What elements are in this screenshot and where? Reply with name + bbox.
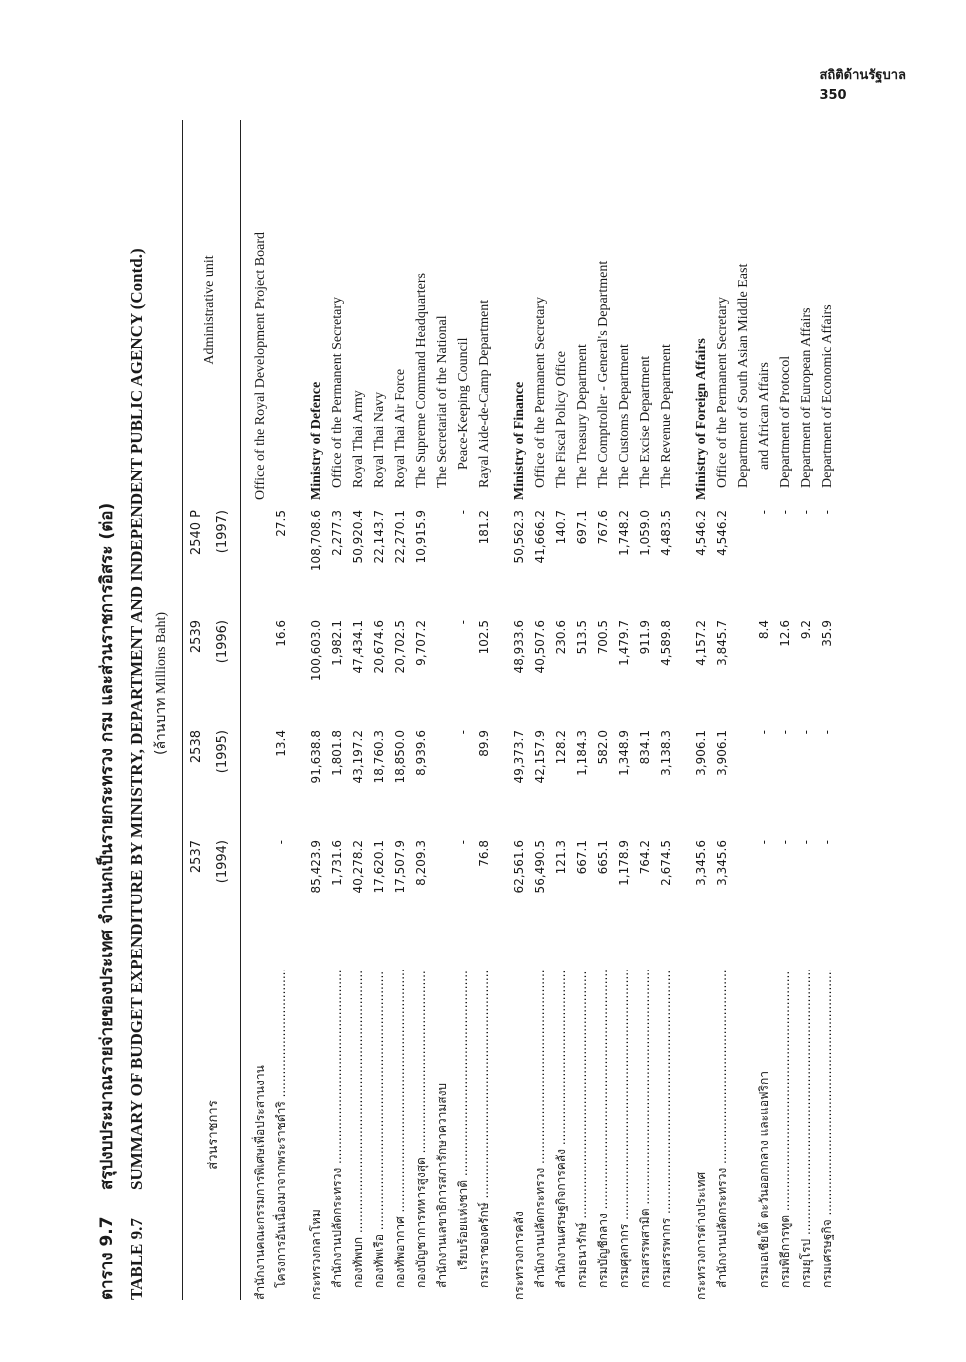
value-cell: 62,561.6 (512, 840, 526, 894)
thai-unit-name: กระทรวงกลาโหม (309, 1209, 323, 1300)
thai-unit-name: กองบัญชาการทหารสูงสุด ..... (411, 970, 432, 1300)
thai-unit-name: สำนักงานคณะกรรมการพิเศษเพื่อประสานงาน (253, 1065, 267, 1300)
value-cell: - (778, 840, 792, 845)
thai-unit-name: กรมพิธีการทูต ..... (775, 970, 796, 1300)
table-row (691, 120, 712, 1300)
value-cell: 18,850.0 (393, 730, 407, 784)
year-ce: (1996) (215, 620, 230, 664)
value-cell: 3,345.6 (715, 840, 729, 886)
value-cell: 1,748.2 (617, 510, 631, 556)
value-cell: - (274, 840, 288, 845)
value-cell: 76.8 (477, 840, 491, 867)
table-row (411, 120, 432, 1300)
value-cell: 35.9 (820, 620, 834, 647)
value-cell: 49,373.7 (512, 730, 526, 784)
value-cell: 16.6 (274, 620, 288, 647)
value-cell: - (799, 840, 813, 845)
table-row (271, 120, 292, 1300)
value-cell: 50,562.3 (512, 510, 526, 564)
english-unit-name: and African Affairs (757, 362, 772, 470)
value-cell: 41,666.2 (533, 510, 547, 564)
value-cell: 4,546.2 (694, 510, 708, 556)
value-cell: 91,638.8 (309, 730, 323, 784)
value-cell: 1,059.0 (638, 510, 652, 556)
value-cell: 181.2 (477, 510, 491, 545)
value-cell: - (456, 730, 470, 735)
thai-unit-name: กระทรวงการคลัง (512, 1211, 526, 1300)
year-be: 2540 P (189, 510, 204, 556)
english-unit-name: Ministry of Defence (309, 381, 324, 500)
table-row (306, 120, 327, 1300)
unit-note-english: Millions Baht) (154, 611, 169, 695)
caption-thai (92, 120, 122, 1300)
table-row (712, 120, 733, 1300)
value-cell: 1,479.7 (617, 620, 631, 666)
value-cell: 1,801.8 (330, 730, 344, 776)
value-cell: 3,845.7 (715, 620, 729, 666)
english-unit-name: The Comptroller - General's Department (596, 260, 611, 488)
value-cell: 40,278.2 (351, 840, 365, 894)
value-cell: - (456, 840, 470, 845)
english-unit-name: The Customs Department (617, 344, 632, 488)
value-cell: - (757, 510, 771, 515)
value-cell: 128.2 (554, 730, 568, 765)
value-cell: 230.6 (554, 620, 568, 655)
value-cell: - (820, 730, 834, 735)
thai-unit-name: กรมยุโรป ..... (796, 970, 817, 1300)
english-unit-name: Rayal Aide-de-Camp Department (477, 299, 492, 488)
value-cell: 2,277.3 (330, 510, 344, 556)
thai-unit-name: โครงการอันเนื่องมาจากพระราชดำริ ..... (271, 970, 292, 1300)
value-cell: - (456, 510, 470, 515)
value-cell: 697.1 (575, 510, 589, 545)
table-row (348, 120, 369, 1300)
value-cell: - (820, 840, 834, 845)
value-cell: 9.2 (799, 620, 813, 640)
header-bottom-rule (240, 120, 241, 1300)
value-cell: 582.0 (596, 730, 610, 765)
value-cell: 767.6 (596, 510, 610, 545)
table-body (250, 120, 838, 1300)
value-cell: 1,982.1 (330, 620, 344, 666)
value-cell: - (799, 730, 813, 735)
value-cell: 102.5 (477, 620, 491, 655)
table-row (509, 120, 530, 1300)
table-row (551, 120, 572, 1300)
year-ce: (1997) (215, 510, 230, 554)
row-spacer (677, 120, 691, 1300)
english-unit-name: Office of the Royal Development Project Board (253, 232, 268, 500)
table-row (390, 120, 411, 1300)
value-cell: 47,434.1 (351, 620, 365, 674)
thai-unit-name: กองทัพบก ..... (348, 970, 369, 1300)
value-cell: 20,674.6 (372, 620, 386, 674)
value-cell: 43,197.2 (351, 730, 365, 784)
english-unit-name: Department of European Affairs (799, 307, 814, 488)
table-row (530, 120, 551, 1300)
thai-unit-name: กรมสรรพากร ..... (656, 970, 677, 1300)
value-cell: 3,906.1 (694, 730, 708, 776)
caption-english-label: TABLE 9.7 (127, 1218, 146, 1300)
english-unit-name: The Revenue Department (659, 344, 674, 488)
table-row (614, 120, 635, 1300)
value-cell: 48,933.6 (512, 620, 526, 674)
english-unit-name: Royal Thai Navy (372, 391, 387, 488)
english-unit-name: Department of South Asian Middle East (736, 263, 751, 488)
thai-unit-name: กรมราชองครักษ์ ..... (474, 970, 495, 1300)
table-row (817, 120, 838, 1300)
value-cell: 1,731.6 (330, 840, 344, 886)
value-cell: 764.2 (638, 840, 652, 875)
value-cell: 89.9 (477, 730, 491, 757)
english-unit-name: Office of the Permanent Secretary (533, 297, 548, 488)
english-unit-name: Department of Protocol (778, 355, 793, 488)
thai-unit-name: สำนักงานปลัดกระทรวง ..... (712, 970, 733, 1300)
value-cell: 8.4 (757, 620, 771, 640)
thai-unit-name: สำนักงานปลัดกระทรวง ..... (530, 970, 551, 1300)
value-cell: 3,138.3 (659, 730, 673, 776)
table-row (453, 120, 474, 1300)
value-cell: 140.7 (554, 510, 568, 545)
value-cell: 4,546.2 (715, 510, 729, 556)
table-row (775, 120, 796, 1300)
value-cell: - (799, 510, 813, 515)
thai-unit-name: กรมธนารักษ์ ..... (572, 970, 593, 1300)
year-ce: (1994) (215, 840, 230, 884)
english-unit-name: Peace-Keeping Council (456, 337, 471, 470)
unit-note (150, 612, 172, 755)
value-cell: - (757, 840, 771, 845)
value-cell: 56,490.5 (533, 840, 547, 894)
value-cell: 40,507.6 (533, 620, 547, 674)
thai-unit-name: กองทัพเรือ ..... (369, 970, 390, 1300)
value-cell: - (820, 510, 834, 515)
thai-unit-name: กรมสรรพสามิต ..... (635, 970, 656, 1300)
value-cell: 8,209.3 (414, 840, 428, 886)
page-header (819, 66, 906, 106)
header-title: สถิติด้านรัฐบาล (819, 68, 906, 83)
year-be: 2539 (189, 620, 204, 654)
value-cell: 50,920.4 (351, 510, 365, 564)
column-header-year-1 (184, 840, 236, 940)
value-cell: 1,348.9 (617, 730, 631, 776)
value-cell: 100,603.0 (309, 620, 323, 682)
thai-unit-name: กรมเอเชียใต้ ตะวันออกกลาง และแอฟริกา (757, 1071, 771, 1288)
value-cell: 20,702.5 (393, 620, 407, 674)
value-cell: 13.4 (274, 730, 288, 757)
year-ce: (1995) (215, 730, 230, 774)
value-cell: 700.5 (596, 620, 610, 655)
thai-unit-name: กรมเศรษฐกิจ ..... (817, 970, 838, 1300)
value-cell: 12.6 (778, 620, 792, 647)
value-cell: 22,270.1 (393, 510, 407, 564)
column-header-thai-unit: ส่วนราชการ (206, 1100, 221, 1170)
value-cell: 1,184.3 (575, 730, 589, 776)
english-unit-name: The Excise Department (638, 355, 653, 488)
year-be: 2538 (189, 730, 204, 764)
english-unit-name: The Treasury Department (575, 344, 590, 488)
column-header-year-4 (184, 510, 236, 610)
value-cell: 665.1 (596, 840, 610, 875)
value-cell: 108,708.6 (309, 510, 323, 572)
table-row (733, 120, 754, 1300)
table-row (572, 120, 593, 1300)
unit-note-thai: (ล้านบาท (153, 697, 169, 755)
row-spacer (495, 120, 509, 1300)
row-spacer (292, 120, 306, 1300)
value-cell: - (778, 730, 792, 735)
value-cell: 1,178.9 (617, 840, 631, 886)
year-be: 2537 (189, 840, 204, 874)
column-header-english-unit: Administrative unit (202, 255, 217, 365)
english-unit-name: Office of the Permanent Secretary (330, 297, 345, 488)
table-row (656, 120, 677, 1300)
value-cell: 2,674.5 (659, 840, 673, 886)
table-caption (92, 120, 152, 1300)
table-row (754, 120, 775, 1300)
caption-english-title: SUMMARY OF BUDGET EXPENDITURE BY MINISTRY, DEPARTMENT AND INDEPENDENT PUBLIC AGENCY (Contd.) (127, 248, 146, 1190)
value-cell: 3,345.6 (694, 840, 708, 886)
value-cell: 3,906.1 (715, 730, 729, 776)
thai-unit-name: กรมบัญชีกลาง ..... (593, 970, 614, 1300)
value-cell: 513.5 (575, 620, 589, 655)
english-unit-name: The Secretariat of the National (435, 315, 450, 488)
english-unit-name: Ministry of Finance (512, 381, 527, 500)
thai-unit-name: สำนักงานเลขาธิการสภารักษาความสงบ (435, 1082, 449, 1288)
value-cell: 4,483.5 (659, 510, 673, 556)
value-cell: 22,143.7 (372, 510, 386, 564)
thai-unit-name: กระทรวงการต่างประเทศ (694, 1171, 708, 1300)
thai-unit-name: สำนักงานปลัดกระทรวง ..... (327, 970, 348, 1300)
caption-thai-label: ตาราง 9.7 (97, 1216, 117, 1300)
caption-english (122, 120, 152, 1300)
value-cell: - (778, 510, 792, 515)
english-unit-name: Department of Economic Affairs (820, 304, 835, 488)
caption-thai-title: สรุปงบประมาณรายจ่ายของประเทศ จำแนกเป็นรายกระทรวง กรม และส่วนราชการอิสระ (ต่อ) (97, 502, 117, 1190)
table-row (250, 120, 271, 1300)
value-cell: 911.9 (638, 620, 652, 655)
rotated-table-page (92, 120, 852, 1300)
value-cell: 10,915.9 (414, 510, 428, 564)
value-cell: 42,157.9 (533, 730, 547, 784)
english-unit-name: Ministry of Foreign Affairs (694, 338, 709, 500)
value-cell: 667.1 (575, 840, 589, 875)
page-number: 350 (819, 88, 847, 103)
value-cell: 4,157.2 (694, 620, 708, 666)
value-cell: - (456, 620, 470, 625)
value-cell: 9,707.2 (414, 620, 428, 666)
value-cell: 85,423.9 (309, 840, 323, 894)
value-cell: 8,939.6 (414, 730, 428, 776)
value-cell: 834.1 (638, 730, 652, 765)
english-unit-name: Office of the Permanent Secretary (715, 297, 730, 488)
table-row (635, 120, 656, 1300)
thai-unit-name: สำนักงานเศรษฐกิจการคลัง ..... (551, 970, 572, 1300)
table-row (474, 120, 495, 1300)
table-row (796, 120, 817, 1300)
value-cell: 17,507.9 (393, 840, 407, 894)
table-row (432, 120, 453, 1300)
value-cell: 4,589.8 (659, 620, 673, 666)
english-unit-name: Royal Thai Air Force (393, 368, 408, 488)
thai-unit-name: กองทัพอากาศ ..... (390, 970, 411, 1300)
value-cell: 18,760.3 (372, 730, 386, 784)
english-unit-name: The Fiscal Policy Office (554, 351, 569, 488)
english-unit-name: The Supreme Command Headquarters (414, 273, 429, 488)
table-top-rule (182, 120, 183, 1300)
value-cell: 27.5 (274, 510, 288, 537)
thai-unit-name: กรมศุลกากร ..... (614, 970, 635, 1300)
column-header-year-3 (184, 620, 236, 720)
table-row (593, 120, 614, 1300)
value-cell: 121.3 (554, 840, 568, 875)
table-row (369, 120, 390, 1300)
value-cell: 17,620.1 (372, 840, 386, 894)
column-header-year-2 (184, 730, 236, 830)
value-cell: - (757, 730, 771, 735)
thai-unit-name: เรียบร้อยแห่งชาติ ..... (453, 970, 474, 1300)
english-unit-name: Royal Thai Army (351, 390, 366, 488)
table-row (327, 120, 348, 1300)
